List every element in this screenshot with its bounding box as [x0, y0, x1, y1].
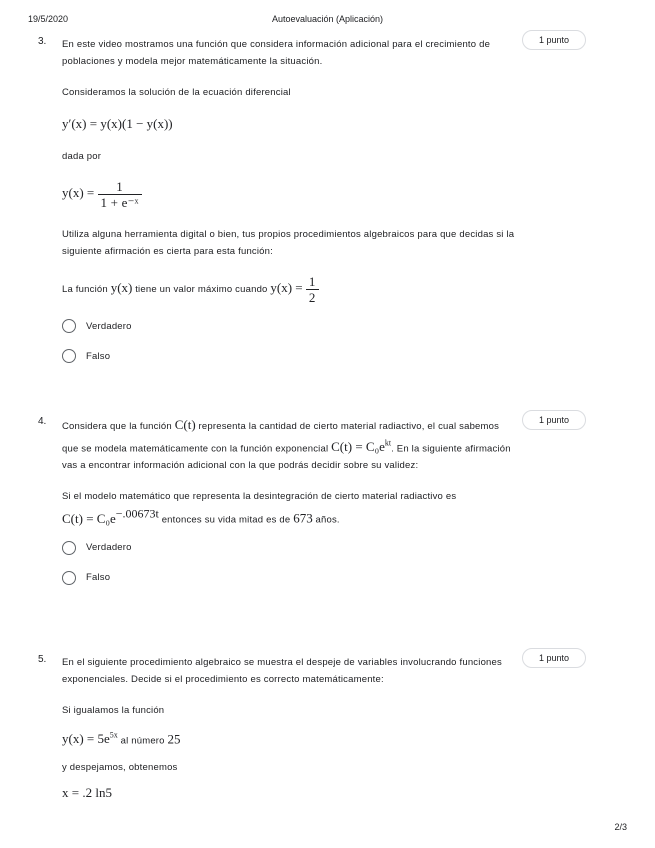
equation-lhs — [62, 731, 118, 746]
model-equation — [331, 439, 391, 454]
question-intro: En el siguiente procedimiento algebraico se muestra el despeje de variables involucrando funciones exponenciales. Decide si el procedimiento es correcto matemáticamente: — [62, 657, 502, 685]
equation-base: y(x) = 5e — [62, 731, 110, 747]
header-title: Autoevaluación (Aplicación) — [271, 14, 384, 24]
points-badge: 1 punto — [522, 410, 586, 430]
model-base: C(t) = C₀e — [331, 439, 385, 455]
question-number: 5. — [38, 654, 47, 665]
question-intro — [62, 416, 517, 474]
model-exponent: kt — [384, 439, 392, 448]
claim-text: entonces su vida mitad es de — [158, 514, 294, 526]
option-label: Verdadero — [86, 542, 132, 554]
intro-text: . En la siguiente afirmación vas a encontrar información adicional con la que podrás decidir sobre su validez: — [62, 443, 511, 472]
question-instruction: Utiliza alguna herramienta digital o bien, tus propios procedimientos algebraicos para que decidas si la siguiente afirmación es cierta para esta función: — [62, 229, 515, 257]
claim-value: 673 — [293, 510, 313, 526]
claim-model-exponent: −.00673t — [115, 506, 159, 521]
function-name: C(t) — [174, 417, 196, 432]
solution-equation — [62, 179, 517, 210]
claim-model — [62, 506, 159, 526]
equation-text: al número — [117, 735, 168, 747]
equation-lhs: y(x) = — [62, 185, 98, 201]
question-body — [62, 654, 517, 817]
question-body — [62, 416, 517, 597]
option-label: Falso — [86, 572, 111, 584]
question-body — [62, 36, 517, 375]
fraction — [98, 179, 142, 210]
result-equation: x = .2 ln5 — [62, 785, 112, 801]
points-badge: 1 punto — [522, 30, 586, 50]
claim-text: años. — [312, 514, 340, 526]
equation-exponent: 5x — [109, 731, 118, 740]
fraction-denominator: 2 — [308, 290, 316, 305]
claim-text: Si el modelo matemático que representa la desintegración de cierto material radiactivo es — [62, 491, 457, 503]
intro-text: Considera que la función — [62, 421, 175, 432]
statement-text: La función — [62, 284, 111, 296]
question-text: Consideramos la solución de la ecuación diferencial — [62, 87, 291, 98]
option-verdadero[interactable] — [62, 315, 517, 337]
equation-value: 25 — [167, 731, 181, 747]
question-statement — [62, 274, 517, 305]
statement-function: y(x) — [110, 280, 133, 296]
option-verdadero[interactable] — [62, 537, 517, 559]
option-label: Falso — [86, 350, 111, 362]
fraction-denominator: 1 + e⁻ˣ — [100, 195, 139, 210]
fraction — [306, 274, 319, 305]
fraction-numerator: 1 — [98, 179, 142, 195]
header-date: 19/5/2020 — [28, 14, 69, 24]
footer-page-number: 2/3 — [614, 822, 627, 832]
fraction-numerator: 1 — [306, 274, 319, 290]
radio-button[interactable] — [62, 571, 76, 585]
question-text: dada por — [62, 151, 102, 162]
question-number: 3. — [38, 36, 47, 47]
question-intro: En este video mostramos una función que considera información adicional para el crecimiento de poblaciones y modela mejor matemáticamente la situación. — [62, 39, 491, 67]
points-badge: 1 punto — [522, 648, 586, 668]
radio-button[interactable] — [62, 349, 76, 363]
differential-equation: y′(x) = y(x)(1 − y(x)) — [62, 116, 173, 131]
option-label: Verdadero — [86, 320, 132, 332]
question-claim — [62, 488, 517, 528]
statement-text: tiene un valor máximo cuando — [132, 284, 271, 296]
question-text: y despejamos, obtenemos — [62, 762, 178, 774]
claim-model-base: C(t) = C₀e — [62, 510, 116, 526]
option-falso[interactable] — [62, 567, 517, 589]
question-text: Si igualamos la función — [62, 705, 165, 716]
intro-text: representa la cantidad de cierto material radiactivo, el cual sabemos que se modela matemáticamente con la función exponencial — [62, 421, 500, 455]
radio-button[interactable] — [62, 541, 76, 555]
question-number: 4. — [38, 416, 47, 427]
function-equation — [62, 727, 517, 749]
statement-lhs: y(x) = — [270, 280, 306, 296]
radio-button[interactable] — [62, 319, 76, 333]
option-falso[interactable] — [62, 345, 517, 367]
